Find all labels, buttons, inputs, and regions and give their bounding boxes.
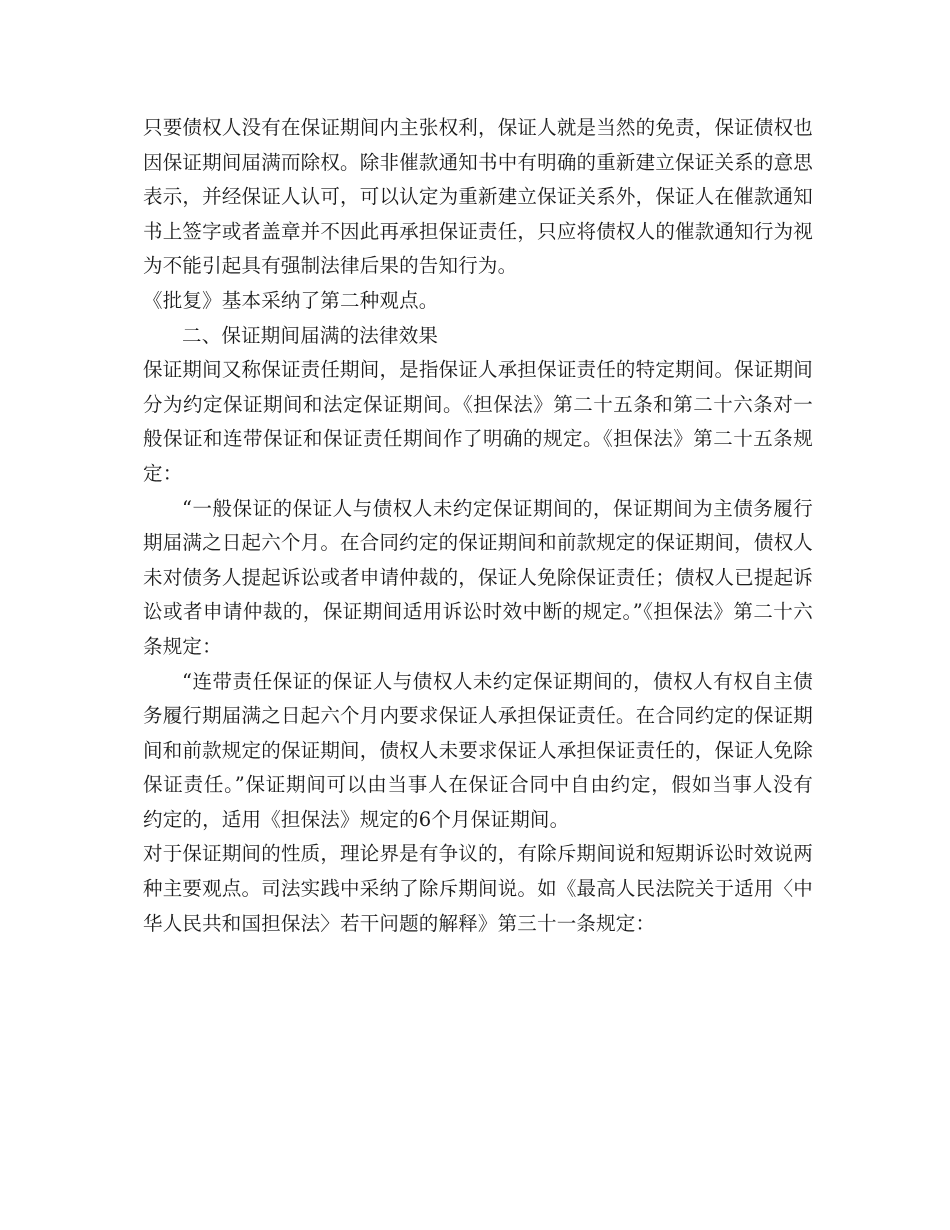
quote-article-25: “一般保证的保证人与债权人未约定保证期间的，保证期间为主债务履行期届满之日起六个月。在合同约定的保证期间和前款规定的保证期间，债权人未对债务人提起诉讼或者申请仲裁的，保证人免除保证责任；债权人已提起诉讼或者申请仲裁的，保证期间适用诉讼时效中断的规定。”《担保法》第二十六条规定： <box>143 496 813 658</box>
paragraph-guarantee-release: 只要债权人没有在保证期间内主张权利，保证人就是当然的免责，保证债权也因保证期间届满而除权。除非催款通知书中有明确的重新建立保证关系的意思表示，并经保证人认可，可以认定为重新建立保证关系外，保证人在催款通知书上签字或者盖章并不因此再承担保证责任，只应将债权人的催款通知行为视为不能引起具有强制法律后果的告知行为。 <box>143 116 813 278</box>
section-heading: 二、保证期间届满的法律效果 <box>182 323 439 347</box>
document-body <box>143 111 813 941</box>
paragraph-guarantee-period-definition: 保证期间又称保证责任期间，是指保证人承担保证责任的特定期间。保证期间分为约定保证期间和法定保证期间。《担保法》第二十五条和第二十六条对一般保证和连带保证和保证责任期间作了明确的规定。《担保法》第二十五条规定： <box>143 358 813 485</box>
quote-article-26: “连带责任保证的保证人与债权人未约定保证期间的，债权人有权自主债务履行期届满之日起六个月内要求保证人承担保证责任。在合同约定的保证期间和前款规定的保证期间，债权人未要求保证人承担保证责任的，保证人免除保证责任。”保证期间可以由当事人在保证合同中自由约定，假如当事人没有约定的，适用《担保法》规定的6个月保证期间。 <box>143 669 813 831</box>
paragraph-reply-adoption: 《批复》基本采纳了第二种观点。 <box>143 288 439 312</box>
paragraph-period-nature: 对于保证期间的性质，理论界是有争议的，有除斥期间说和短期诉讼时效说两种主要观点。司法实践中采纳了除斥期间说。如《最高人民法院关于适用〈中华人民共和国担保法〉若干问题的解释》第三十一条规定： <box>143 842 813 935</box>
